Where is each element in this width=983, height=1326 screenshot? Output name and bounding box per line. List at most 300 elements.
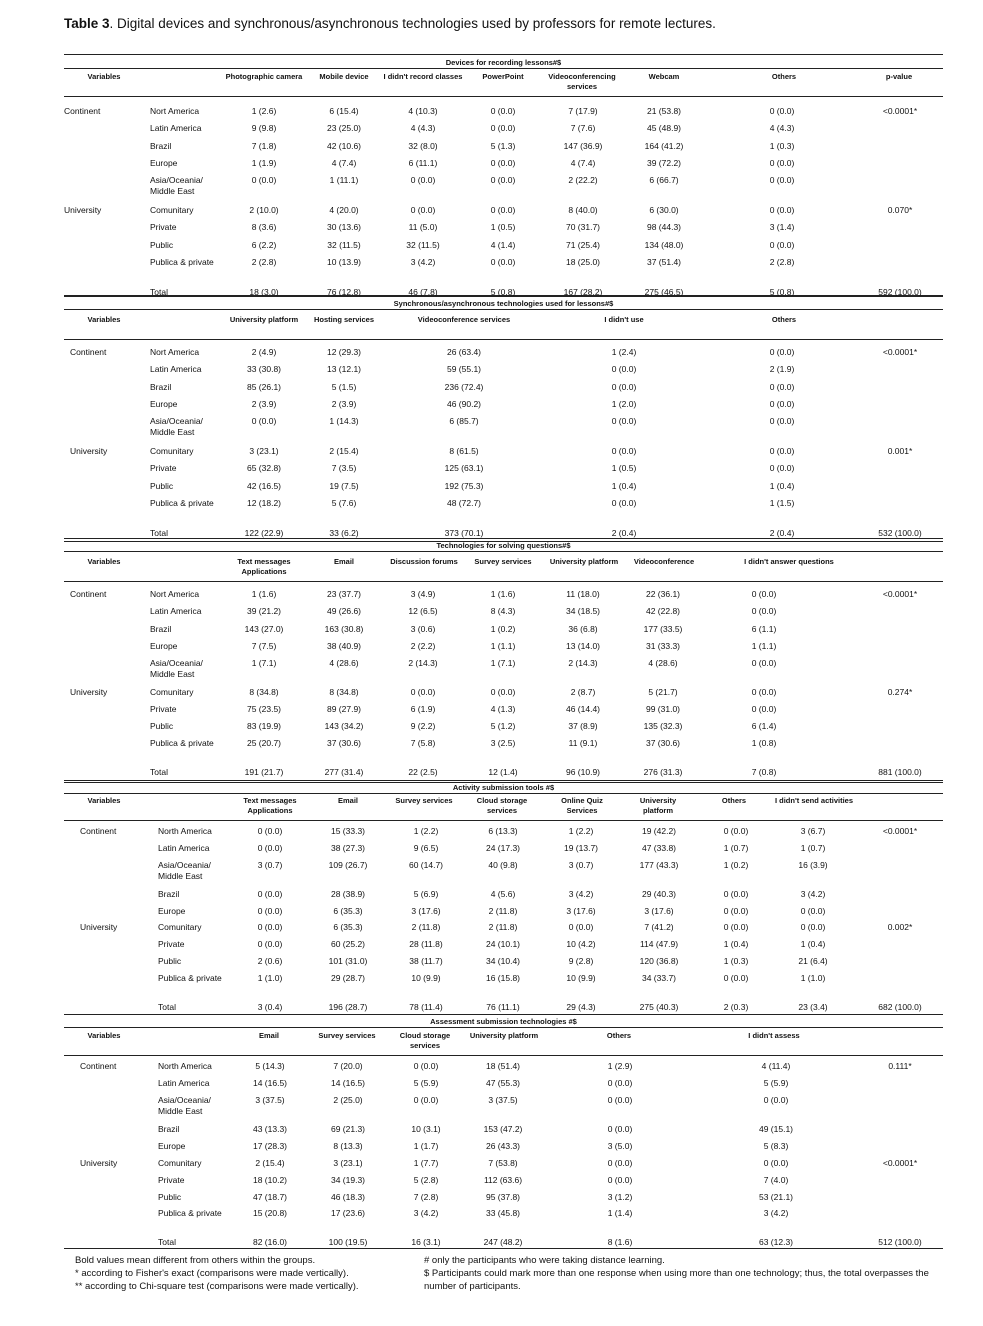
- table-cell: 9 (2.2): [410, 721, 436, 731]
- table-cell: 47 (33.8): [641, 843, 677, 853]
- table-cell: 46 (90.2): [446, 399, 482, 409]
- table-cell: 2 (15.4): [329, 446, 359, 456]
- table-cell: 0 (0.0): [751, 606, 777, 616]
- table-cell: 3 (17.6): [411, 906, 441, 916]
- column-header: Videoconferencing services: [548, 72, 616, 91]
- table-cell: 26 (43.3): [485, 1141, 521, 1151]
- table-cell: 0 (0.0): [490, 175, 516, 185]
- table-cell: 177 (33.5): [643, 624, 683, 634]
- footnote-hash: # only the participants who were taking distance learning.: [424, 1255, 665, 1266]
- group-label: Continent: [80, 826, 117, 836]
- group-label: Continent: [70, 589, 107, 599]
- table-cell: 0 (0.0): [751, 687, 777, 697]
- table-cell: 0 (0.0): [490, 687, 516, 697]
- table-cell: 24 (17.3): [485, 843, 521, 853]
- table-cell: 1 (1.1): [751, 641, 777, 651]
- table-cell: 3 (0.7): [568, 860, 594, 870]
- table-cell: 7 (53.8): [488, 1158, 518, 1168]
- table-cell: 95 (37.8): [485, 1192, 521, 1202]
- table-cell: 22 (36.1): [645, 589, 681, 599]
- table-cell: 19 (7.5): [329, 481, 359, 491]
- section-top-rule: [64, 54, 943, 55]
- row-label: North America: [158, 826, 212, 836]
- table-cell: 1 (0.4): [769, 481, 795, 491]
- table-cell: 3 (0.7): [257, 860, 283, 870]
- column-header: Photographic camera: [225, 72, 303, 81]
- table-cell: 32 (11.5): [327, 240, 361, 250]
- table-cell: 29 (40.3): [641, 889, 677, 899]
- column-header: University platform: [549, 557, 619, 566]
- header-bottom-rule: [64, 1055, 943, 1056]
- table-cell: 28 (38.9): [330, 889, 366, 899]
- table-cell: 46 (14.4): [565, 704, 601, 714]
- table-cell: 1 (7.1): [251, 658, 277, 668]
- table-cell: 120 (36.8): [639, 956, 679, 966]
- row-label: North America: [158, 1061, 212, 1071]
- row-label: Private: [150, 222, 177, 232]
- section-top-rule: [64, 780, 943, 781]
- section-top-rule: [64, 1014, 943, 1015]
- table-cell: <0.0001*: [882, 1158, 918, 1168]
- table-cell: 5 (7.6): [331, 498, 357, 508]
- table-cell: 147 (36.9): [563, 141, 603, 151]
- table-cell: 109 (26.7): [328, 860, 368, 870]
- row-label: Brazil: [158, 889, 180, 899]
- table-cell: 1 (0.3): [769, 141, 795, 151]
- table-cell: 12 (1.4): [488, 767, 518, 777]
- table-cell: 3 (0.6): [410, 624, 436, 634]
- table-cell: 16 (15.8): [485, 973, 521, 983]
- table-cell: <0.0001*: [882, 106, 918, 116]
- table-cell: 59 (55.1): [446, 364, 482, 374]
- table-cell: 0 (0.0): [413, 1061, 439, 1071]
- table-cell: 89 (27.9): [326, 704, 362, 714]
- table-cell: 0 (0.0): [490, 257, 516, 267]
- table-cell: 7 (17.9): [568, 106, 598, 116]
- table-cell: 1 (2.6): [251, 106, 277, 116]
- table-cell: 143 (34.2): [324, 721, 364, 731]
- group-label: University: [70, 687, 108, 697]
- table-cell: 3 (23.1): [249, 446, 279, 456]
- group-label: University: [80, 922, 118, 932]
- table-cell: 34 (33.7): [641, 973, 677, 983]
- table-cell: 112 (63.6): [483, 1175, 523, 1185]
- row-label: Total: [158, 1237, 176, 1247]
- table-cell: 4 (4.3): [769, 123, 795, 133]
- footnote-chisquare: ** according to Chi-square test (comparisons were made vertically).: [75, 1281, 359, 1292]
- table-cell: 33 (6.2): [329, 528, 359, 538]
- table-cell: 26 (63.4): [446, 347, 482, 357]
- row-label: Private: [158, 1175, 185, 1185]
- table-cell: 2 (15.4): [255, 1158, 285, 1168]
- column-header: University platform: [639, 796, 677, 815]
- row-label: Comunitary: [158, 922, 202, 932]
- row-label: Public: [150, 481, 174, 491]
- table-cell: 0 (0.0): [751, 658, 777, 668]
- table-cell: 39 (72.2): [646, 158, 682, 168]
- table-cell: 8 (40.0): [568, 205, 598, 215]
- row-label: Total: [158, 1002, 176, 1012]
- row-label: Asia/Oceania/ Middle East: [150, 658, 203, 679]
- table-cell: 7 (1.8): [251, 141, 277, 151]
- row-label: Publica & private: [158, 1208, 222, 1218]
- table-cell: 8 (61.5): [449, 446, 479, 456]
- table-cell: 3 (37.5): [488, 1095, 518, 1105]
- table-cell: 4 (28.6): [648, 658, 678, 668]
- row-label: Brazil: [158, 1124, 180, 1134]
- table-cell: 11 (18.0): [566, 589, 600, 599]
- table-cell: 10 (9.9): [411, 973, 441, 983]
- header-bottom-rule: [64, 96, 943, 97]
- table-cell: 1 (0.2): [723, 860, 749, 870]
- row-label: Comunitary: [150, 687, 194, 697]
- row-label: Comunitary: [150, 205, 194, 215]
- table-cell: 42 (22.8): [645, 606, 681, 616]
- table-cell: 177 (43.3): [639, 860, 679, 870]
- table-cell: 5 (6.9): [413, 889, 439, 899]
- group-label: University: [64, 205, 102, 215]
- table-cell: 4 (4.3): [410, 123, 436, 133]
- row-label: Private: [150, 704, 177, 714]
- table-cell: 682 (100.0): [878, 1002, 922, 1012]
- section-title-rule: [64, 309, 943, 310]
- table-cell: 0 (0.0): [723, 826, 749, 836]
- row-label: Public: [158, 956, 182, 966]
- table-cell: 0 (0.0): [611, 416, 637, 426]
- table-cell: 0 (0.0): [410, 205, 436, 215]
- table-cell: 2 (3.9): [251, 399, 277, 409]
- table-cell: 49 (26.6): [326, 606, 362, 616]
- column-header: Email: [258, 1031, 279, 1040]
- column-header: Cloud storage services: [476, 796, 528, 815]
- table-cell: 2 (3.9): [331, 399, 357, 409]
- section-title: Synchronous/asynchronous technologies used for lessons#$: [393, 299, 614, 308]
- table-cell: 1 (7.1): [490, 658, 516, 668]
- table-cell: 19 (13.7): [563, 843, 599, 853]
- table-cell: 0 (0.0): [769, 416, 795, 426]
- table-cell: 5 (8.3): [763, 1141, 789, 1151]
- table-cell: 70 (31.7): [565, 222, 601, 232]
- table-cell: 0 (0.0): [568, 922, 594, 932]
- table-cell: 0 (0.0): [763, 1158, 789, 1168]
- table-cell: 85 (26.1): [246, 382, 282, 392]
- table-cell: 5 (1.2): [490, 721, 516, 731]
- column-header: Survey services: [395, 796, 453, 805]
- table-cell: 0 (0.0): [490, 158, 516, 168]
- row-label: Brazil: [150, 624, 172, 634]
- row-label: Public: [158, 1192, 182, 1202]
- row-label: Europe: [150, 158, 178, 168]
- table-cell: 43 (13.3): [252, 1124, 288, 1134]
- table-cell: 236 (72.4): [444, 382, 484, 392]
- table-cell: 1 (11.1): [329, 175, 359, 185]
- table-cell: 24 (10.1): [485, 939, 521, 949]
- table-cell: 0 (0.0): [257, 843, 283, 853]
- table-cell: 39 (21.2): [246, 606, 282, 616]
- table-cell: 37 (51.4): [646, 257, 682, 267]
- table-cell: 275 (40.3): [639, 1002, 679, 1012]
- table-cell: 65 (32.8): [246, 463, 282, 473]
- table-cell: 8 (34.8): [329, 687, 359, 697]
- table-cell: 42 (10.6): [326, 141, 362, 151]
- table-cell: 40 (9.8): [488, 860, 518, 870]
- table-cell: 3 (23.1): [333, 1158, 363, 1168]
- table-cell: 0 (0.0): [769, 463, 795, 473]
- column-header: Email: [333, 557, 354, 566]
- table-cell: 881 (100.0): [878, 767, 922, 777]
- table-cell: 0.001*: [887, 446, 913, 456]
- column-header: Others: [771, 72, 797, 81]
- table-cell: 12 (29.3): [326, 347, 362, 357]
- table-cell: 6 (1.1): [751, 624, 777, 634]
- row-label: Nort America: [150, 106, 200, 116]
- row-label: Public: [150, 240, 174, 250]
- table-cell: 33 (45.8): [485, 1208, 521, 1218]
- row-label: Brazil: [150, 141, 172, 151]
- column-header: I didn't answer questions: [744, 557, 834, 566]
- row-label: Latin America: [150, 123, 202, 133]
- table-cell: 1 (1.0): [800, 973, 826, 983]
- table-cell: 0 (0.0): [723, 922, 749, 932]
- table-cell: 45 (48.9): [646, 123, 682, 133]
- table-cell: 9 (9.8): [251, 123, 277, 133]
- table-cell: 18 (10.2): [252, 1175, 288, 1185]
- table-cell: 10 (4.2): [566, 939, 596, 949]
- table-cell: 6 (30.0): [649, 205, 679, 215]
- row-label: Publica & private: [150, 498, 214, 508]
- table-cell: 19 (42.2): [641, 826, 677, 836]
- table-cell: 2 (8.7): [570, 687, 596, 697]
- column-header: I didn't record classes: [383, 72, 463, 81]
- table-cell: 2 (11.8): [488, 922, 518, 932]
- table-cell: 2 (14.3): [568, 658, 598, 668]
- table-cell: 76 (12.8): [326, 287, 362, 297]
- section-top-rule: [64, 296, 943, 297]
- section-bottom-rule: [64, 1248, 943, 1249]
- table-cell: 0 (0.0): [257, 889, 283, 899]
- section-title-rule: [64, 551, 943, 552]
- table-cell: 1 (7.7): [413, 1158, 439, 1168]
- column-header: Survey services: [474, 557, 532, 566]
- table-cell: 99 (31.0): [645, 704, 681, 714]
- table-cell: 0.274*: [887, 687, 913, 697]
- table-cell: 0 (0.0): [413, 1095, 439, 1105]
- table-cell: 46 (18.3): [330, 1192, 366, 1202]
- table-cell: 7 (0.8): [751, 767, 777, 777]
- table-cell: 21 (6.4): [798, 956, 828, 966]
- table-cell: 16 (3.9): [798, 860, 828, 870]
- table-cell: 0.070*: [887, 205, 913, 215]
- caption-text: . Digital devices and synchronous/asynchronous technologies used by professors for remote lectures.: [109, 16, 716, 31]
- table-cell: 15 (33.3): [330, 826, 366, 836]
- table-cell: 7 (7.5): [251, 641, 277, 651]
- table-cell: 3 (2.5): [490, 738, 516, 748]
- table-cell: 1 (1.1): [490, 641, 516, 651]
- table-cell: 373 (70.1): [444, 528, 484, 538]
- table-cell: 47 (55.3): [485, 1078, 521, 1088]
- table-cell: 191 (21.7): [244, 767, 284, 777]
- column-header: Others: [606, 1031, 632, 1040]
- table-cell: 98 (44.3): [646, 222, 682, 232]
- table-cell: 82 (16.0): [252, 1237, 288, 1247]
- table-cell: 0 (0.0): [490, 123, 516, 133]
- table-cell: 13 (14.0): [565, 641, 601, 651]
- table-cell: 4 (1.3): [490, 704, 516, 714]
- table-cell: 78 (11.4): [409, 1002, 443, 1012]
- section-title: Assessment submission technologies #$: [430, 1017, 577, 1026]
- table-cell: 7 (41.2): [644, 922, 674, 932]
- header-bottom-rule: [64, 339, 943, 340]
- table-cell: 3 (4.2): [568, 889, 594, 899]
- table-cell: 5 (0.8): [769, 287, 795, 297]
- table-cell: 37 (30.6): [645, 738, 681, 748]
- column-header: Variables: [87, 557, 121, 566]
- table-cell: 100 (19.5): [328, 1237, 368, 1247]
- table-cell: 8 (13.3): [333, 1141, 363, 1151]
- table-cell: 11 (9.1): [568, 738, 598, 748]
- column-header: I didn't send activities: [774, 796, 854, 805]
- table-cell: 164 (41.2): [644, 141, 684, 151]
- table-cell: 18 (25.0): [565, 257, 601, 267]
- table-cell: 1 (2.4): [611, 347, 637, 357]
- table-cell: 47 (18.7): [252, 1192, 288, 1202]
- table-cell: 16 (3.1): [411, 1237, 441, 1247]
- row-label: Latin America: [150, 606, 202, 616]
- footnote-bold: Bold values mean different from others within the groups.: [75, 1255, 316, 1266]
- table-cell: 6 (1.4): [751, 721, 777, 731]
- table-cell: 0 (0.0): [763, 1095, 789, 1105]
- row-label: Private: [150, 463, 177, 473]
- table-cell: 38 (27.3): [330, 843, 366, 853]
- table-cell: 0.111*: [888, 1061, 912, 1071]
- row-label: Comunitary: [150, 446, 194, 456]
- table-cell: 4 (11.4): [761, 1061, 791, 1071]
- footnotes-left: [75, 1254, 415, 1293]
- table-cell: 0 (0.0): [251, 175, 277, 185]
- group-label: University: [80, 1158, 118, 1168]
- table-cell: 11 (5.0): [408, 222, 438, 232]
- row-label: Nort America: [150, 347, 200, 357]
- table-cell: 34 (18.5): [565, 606, 601, 616]
- table-cell: 0 (0.0): [751, 589, 777, 599]
- section-top-rule: [64, 538, 943, 539]
- table-cell: 101 (31.0): [328, 956, 368, 966]
- row-label: Private: [158, 939, 185, 949]
- group-label: Continent: [70, 347, 107, 357]
- table-cell: 7 (3.5): [331, 463, 357, 473]
- table-cell: 0 (0.0): [769, 158, 795, 168]
- table-cell: 1 (0.4): [611, 481, 637, 491]
- table-cell: 5 (2.8): [413, 1175, 439, 1185]
- table-cell: 277 (31.4): [324, 767, 364, 777]
- column-header: University platform: [229, 315, 299, 324]
- table-cell: 0 (0.0): [769, 175, 795, 185]
- table-cell: 143 (27.0): [244, 624, 284, 634]
- table-cell: 4 (7.4): [331, 158, 357, 168]
- table-cell: 0 (0.0): [611, 382, 637, 392]
- table-cell: 29 (28.7): [330, 973, 366, 983]
- column-header: I didn't use: [604, 315, 644, 324]
- table-cell: 48 (72.7): [446, 498, 482, 508]
- table-cell: 32 (8.0): [408, 141, 438, 151]
- table-cell: 29 (4.3): [566, 1002, 596, 1012]
- column-header: Variables: [87, 315, 121, 324]
- caption-label: Table 3: [64, 16, 110, 31]
- table-cell: 21 (53.8): [646, 106, 682, 116]
- table-cell: 0 (0.0): [607, 1124, 633, 1134]
- table-cell: <0.0001*: [882, 589, 918, 599]
- table-cell: 125 (63.1): [444, 463, 484, 473]
- column-header: Others: [771, 315, 797, 324]
- table-cell: 4 (20.0): [329, 205, 359, 215]
- table-cell: 0 (0.0): [490, 205, 516, 215]
- table-cell: 0.002*: [887, 922, 913, 932]
- table-cell: 2 (0.4): [611, 528, 637, 538]
- table-cell: 2 (22.2): [568, 175, 598, 185]
- table-cell: 1 (1.6): [490, 589, 516, 599]
- column-header: Others: [721, 796, 747, 805]
- table-cell: 3 (6.7): [800, 826, 826, 836]
- table-cell: 2 (4.9): [251, 347, 277, 357]
- table-cell: 42 (16.5): [246, 481, 282, 491]
- table-cell: 1 (0.5): [490, 222, 516, 232]
- table-cell: 1 (0.8): [751, 738, 777, 748]
- column-header: Text messages Applications: [237, 557, 291, 576]
- header-bottom-rule: [64, 581, 943, 582]
- row-label: Publica & private: [150, 257, 214, 267]
- table-cell: 5 (5.9): [763, 1078, 789, 1088]
- table-cell: 0 (0.0): [257, 906, 283, 916]
- table-cell: 0 (0.0): [723, 906, 749, 916]
- table-cell: 13 (12.1): [326, 364, 362, 374]
- table-cell: 30 (13.6): [326, 222, 362, 232]
- table-cell: 532 (100.0): [878, 528, 922, 538]
- table-cell: 276 (31.3): [643, 767, 683, 777]
- table-cell: 17 (28.3): [252, 1141, 288, 1151]
- table-cell: 0 (0.0): [611, 446, 637, 456]
- table-cell: 0 (0.0): [490, 106, 516, 116]
- table-cell: 0 (0.0): [723, 973, 749, 983]
- table-cell: 38 (11.7): [409, 956, 443, 966]
- table-cell: 37 (8.9): [568, 721, 598, 731]
- section-title-rule: [64, 793, 943, 794]
- table-cell: 2 (10.0): [249, 205, 279, 215]
- table-cell: 1 (1.5): [769, 498, 795, 508]
- table-cell: 15 (20.8): [252, 1208, 288, 1218]
- table-cell: 6 (35.3): [333, 906, 363, 916]
- table-cell: 18 (3.0): [249, 287, 279, 297]
- column-header: Online Quiz Services: [561, 796, 603, 815]
- table-cell: 6 (2.2): [251, 240, 277, 250]
- group-label: Continent: [80, 1061, 117, 1071]
- table-cell: 0 (0.0): [251, 416, 277, 426]
- table-cell: 6 (1.9): [410, 704, 436, 714]
- table-cell: 1 (2.2): [568, 826, 594, 836]
- table-cell: 2 (2.8): [769, 257, 795, 267]
- table-cell: 37 (30.6): [326, 738, 362, 748]
- table-cell: 0 (0.0): [611, 498, 637, 508]
- table-cell: 8 (34.8): [249, 687, 279, 697]
- table-cell: 0 (0.0): [410, 175, 436, 185]
- table-cell: 8 (3.6): [251, 222, 277, 232]
- table-cell: 5 (1.3): [490, 141, 516, 151]
- table-cell: 69 (21.3): [330, 1124, 366, 1134]
- table-cell: 14 (16.5): [330, 1078, 366, 1088]
- table-cell: 32 (11.5): [406, 240, 440, 250]
- table-cell: 247 (48.2): [483, 1237, 523, 1247]
- table-cell: 18 (51.4): [485, 1061, 521, 1071]
- table-cell: 0 (0.0): [800, 922, 826, 932]
